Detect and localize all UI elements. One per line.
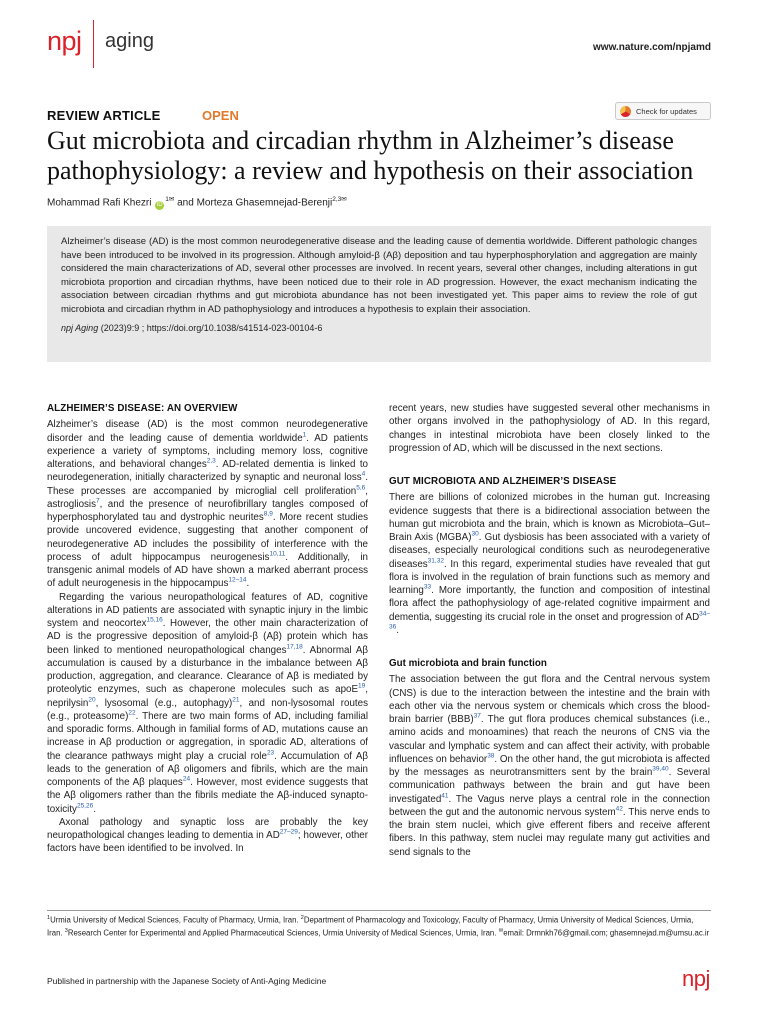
affiliations-footnote: $^1$Urmia University of Medical Sciences, Faculty of Pharmacy, Urmia, Iran. $^2$Department of Pharmacology and Toxicology, Faculty of Pharmacy, Urmia University of Medical Sciences, Urmia, Iran. $^3$Research Center for Experimental and Applied Pharmaceutical Sciences, Urmia University of Medical Sciences, Urmia, Iran. ✉email: Drmnkh76@gmail.com; ghasemnejad.m@umsu.ac.ir [47,915,710,938]
email-icon[interactable]: ✉ [341,196,347,203]
reference-superscript[interactable]: 39,40 [652,765,669,773]
reference-superscript[interactable]: ✉ [498,928,504,935]
reference-superscript[interactable]: 34–36 [389,610,710,631]
article-type: REVIEW ARTICLE [47,108,161,123]
reference-superscript[interactable]: 1 [47,915,51,921]
author-name[interactable]: Mohammad Rafi Khezri [47,197,152,209]
journal-name: aging [105,30,154,52]
citation-doi-link[interactable]: (2023)9:9 ; https://doi.org/10.1038/s41514-023-00104-6 [98,322,323,333]
reference-superscript[interactable]: 23 [266,749,275,757]
reference-superscript[interactable]: 4 [361,470,366,478]
reference-superscript[interactable]: 5,6 [356,484,366,492]
journal-header [47,18,711,68]
reference-superscript[interactable]: 25,26 [76,802,94,810]
reference-superscript[interactable]: 30 [471,530,479,538]
abstract-box [47,226,711,362]
abstract-text: Alzheimer’s disease (AD) is the most common neurodegenerative disease and the leading cause of dementia worldwide. Different pathologic changes have been introduced to be involved in its progression. Although amyloid-β (Aβ) deposition and tau hyperphosphorylation and aggregation are mainly considered the main characterizations of AD, several other processes are involved. In recent years, several other changes, including alterations in gut microbiota proportion and circadian rhythms, have been noticed due to their role in AD progression. However, the exact mechanism indicating the association between circadian rhythms and gut microbiota abundance has not been investigated yet. This paper aims to review the role of gut microbiota and circadian rhythm in AD pathophysiology and introduces a hypothesis to explain their association. [61,236,697,315]
body-paragraph: Alzheimer’s disease (AD) is the most common neurodegenerative disorder and the leading cause of dementia worldwide$^1$. AD patients experience a variety of symptoms, including memory loss, cognitive alterations, and behavioral changes$^{2,3}$. AD-related dementia is linked to neurodegeneration, initially characterized by synaptic and neuronal loss$^4$. These processes are accompanied by microglial cell proliferation$^{5,6}$, astrogliosis$^7$, and the presence of neurofibrillary tangles composed of hyperphosphorylated tau and dystrophic neurites$^{8,9}$. More recent studies provide uncovered evidence, suggesting that another component of neurodegenerative AD includes the possibility of interference with the process of adult hippocampus neurogenesis$^{10,11}$. Additionally, in transgenic animal models of AD have shown a marked aberrant process of adult neurogenesis in the hippocampus$^{12-14}$. [47,419,368,590]
check-for-updates-button[interactable] [615,102,711,120]
author-list [47,195,347,210]
article-title: Gut microbiota and circadian rhythm in Alzheimer’s disease pathophysiology: a review and hypothesis on their association [47,126,694,185]
reference-superscript[interactable]: 10,11 [269,550,286,558]
journal-url-link[interactable]: www.nature.com/npjamd [593,42,711,53]
reference-superscript[interactable]: 27–29 [279,828,298,836]
reference-superscript[interactable]: 8,9 [263,510,273,518]
reference-superscript[interactable]: 31,32 [427,557,444,565]
reference-superscript[interactable]: 17,18 [286,643,303,651]
reference-superscript[interactable]: 41 [441,792,449,800]
section-heading: ALZHEIMER’S DISEASE: AN OVERVIEW [47,403,238,414]
publisher-footer: Published in partnership with the Japanese Society of Anti-Aging Medicine [47,976,327,986]
reference-superscript[interactable]: 38 [487,752,495,760]
reference-superscript[interactable]: 33 [423,583,432,591]
footer-npj-logo: npj [682,966,710,991]
author-conjunction: and [174,197,197,209]
body-paragraph: Axonal pathology and synaptic loss are probably the key neuropathological changes leading to dementia in AD$^{27-29}$; however, other factors have been identified to be involved. In [47,816,368,855]
reference-superscript[interactable]: 7 [96,497,100,505]
reference-superscript[interactable]: 15,16 [146,616,163,624]
body-paragraph: Regarding the various neuropathological features of AD, cognitive alterations in AD patients are associated with synaptic injury in the limbic system and neocortex$^{15,16}$. However, the other main characterization of AD is the progressive deposition of amyloid-β (Aβ) protein which has been linked to mentioned neuropathological changes$^{17,18}$. Abnormal Aβ accumulation is caused by a disturbance in the imbalance between Aβ production, aggregation, and clearance. Clearance of Aβ is mediated by proteolytic enzymes, such as chaperone molecules such as apoE$^{19}$, neprilysin$^{20}$, lysosomal (e.g., autophagy)$^{21}$, and non-lysosomal routes (e.g., proteasome)$^{22}$. There are two main forms of AD, including familial and sporadic forms. Although in familial forms of AD, mutations cause an increase in Aβ production or aggregation, in sporadic AD, alterations of the clearance pathways might play a crucial role$^{23}$. Accumulation of Aβ leads to the generation of Aβ oligomers and fibrils, which are the main components of the Aβ plaques$^{24}$. However, most evidence suggests that the Aβ oligomers rather than the fibrils mediate the Aβ-induced synapto-toxicity$^{25,26}$. [47,591,369,815]
subsection-heading: Gut microbiota and brain function [389,658,547,669]
reference-superscript[interactable]: 42 [615,805,623,813]
body-paragraph: The association between the gut flora and the Central nervous system (CNS) is due to the interaction between the intestine and the brain with each other via the nervous system or chemicals which cross the blood-brain barrier (BBB)$^{37}$. The gut flora produces chemical substances (i.e., amino acids and monoamines) that reach the neurons of CNS via the vascular and lymphatic system and can affect their activity, with probable influences on behavior$^{38}$. On the other hand, the gut microbiota is affected by the messages as neurotransmitters sent by the brain$^{39,40}$. Several communication pathways between the brain and gut have been investigated$^{41}$. The Vagus nerve plays a central role in the connection between the gut and the autonomic nervous system$^{42}$. This nerve ends to the brain stem nuclei, which give efferent fibers and receive afferent fibers. In this pathway, stem nuclei may regulate many gut activities and send signals to the [389,674,710,858]
citation-journal: npj Aging [61,322,99,333]
reference-superscript[interactable]: 21 [232,696,240,704]
reference-superscript[interactable]: 1 [302,431,307,439]
orcid-icon[interactable]: iD [156,202,163,209]
reference-superscript[interactable]: 2 [300,915,304,921]
npj-logo: npj [47,26,82,56]
logo-divider [93,20,94,68]
right-column [389,402,710,859]
reference-superscript[interactable]: 22 [128,709,136,717]
affiliation-ref: 2,3 [332,196,342,203]
reference-superscript[interactable]: 20 [88,696,96,704]
reference-superscript[interactable]: 37 [473,712,481,720]
reference-superscript[interactable]: 12–14 [228,576,247,584]
affiliation-ref: 1 [165,196,169,203]
reference-superscript[interactable]: 3 [64,928,68,935]
author-name[interactable]: Morteza Ghasemnejad-Berenji [196,197,333,209]
left-column [47,402,368,856]
reference-superscript[interactable]: 2,3 [206,457,216,465]
check-for-updates-label: Check for updates [636,106,697,116]
footnote-divider [47,910,711,911]
reference-superscript[interactable]: 24 [182,775,191,783]
section-heading: GUT MICROBIOTA AND ALZHEIMER’S DISEASE [389,476,617,487]
crossmark-icon [620,106,631,117]
reference-superscript[interactable]: 19 [358,682,366,690]
open-access-label: OPEN [202,108,239,123]
citation-line [61,323,697,333]
body-paragraph: recent years, new studies have suggested several other mechanisms in other organs involved in the pathophysiology of AD. In this regard, changes in intestinal microbiota have been closely linked to the progression of AD, which will be discussed in the next sections. [389,403,710,454]
email-icon[interactable]: ✉ [168,196,175,203]
body-paragraph: There are billions of colonized microbes in the human gut. Increasing evidence suggests that there is a bidirectional association between the human gut microbiota and the brain, which is known as Microbiota–Gut–Brain Axis (MGBA)$^{30}$. Gut dysbiosis has been associated with a variety of diseases, especially neurological conditions such as neurodegenerative diseases$^{31,32}$. In this regard, experimental studies have revealed that gut flora is involved in the regulation of brain functions such as memory and learning$^{33}$. More importantly, the function and composition of intestinal flora affect the pathophysiology of age-related cognitive impairment and dementia, suggesting its crucial role in the onset and progression of AD$^{34-36}$. [389,492,710,636]
